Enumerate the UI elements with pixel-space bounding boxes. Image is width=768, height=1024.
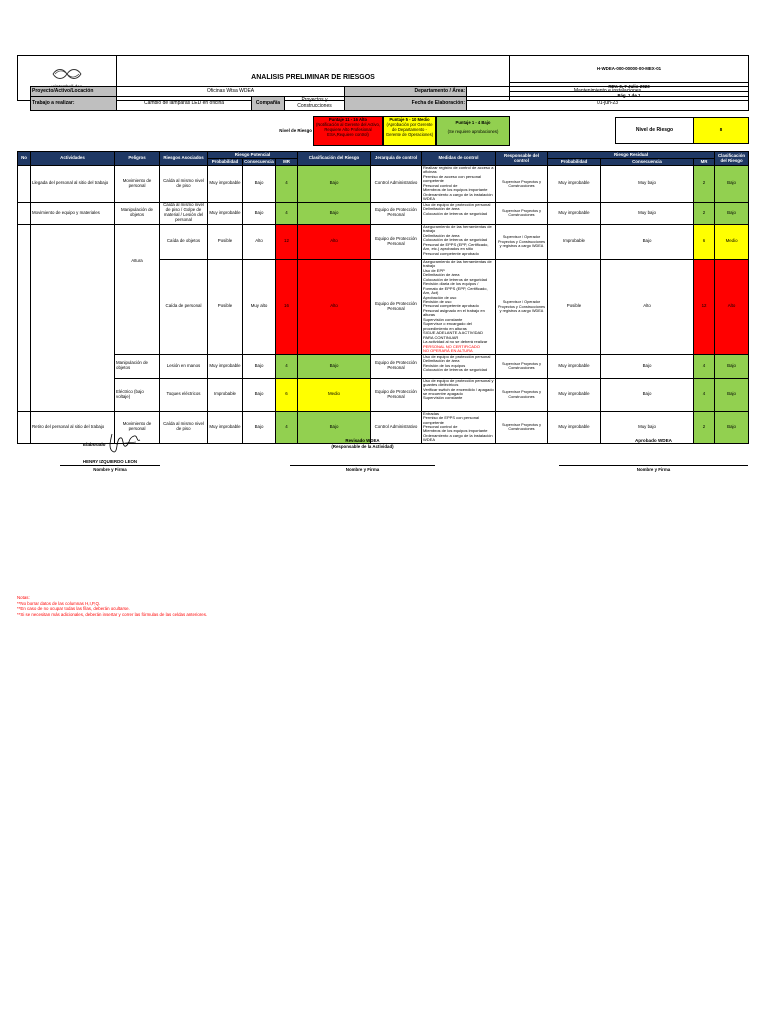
row-no [18,166,31,203]
consequence-cell: Bajo [243,202,276,224]
col-probabilidad-residual: Probabilidad [548,159,601,166]
table-row [18,354,749,378]
residual-classification-cell: Bajo [715,166,749,203]
hazard-cell: Manipulación de objetos [115,202,160,224]
col-medidas: Medidas de control [422,152,496,166]
control-hierarchy-cell: Control Administrativo [371,166,422,203]
control-hierarchy-cell: Control Administrativo [371,411,422,443]
notes-title: Notas: [17,595,30,600]
responsible-cell: Supervisor Proyectos y Construcciones [496,378,548,411]
residual-probability-cell: Improbable [548,224,601,259]
risk-cell: Lesión en manos [160,354,208,378]
hazard-cell: Altura [115,259,160,354]
residual-classification-cell: Alto [715,259,749,354]
risk-level-summary [615,117,749,144]
control-measures-text: Aseguramiento de las herramientas de trabajo Uso de EPP Delimitación de área Colocación de letreros de seguridad Revisión diaria de los equipos / Formato de EPPS (EPP, Certificado, Arn, Act) Aprobación de uso Revisión de uso Personal competente aprobado Personal asignado en el trabajo en alturas Supervisión constante Supervisor o encargado del procedimiento en alturas SIGUE ADELANTE A ACTIVIDAD PARA CONTINUAR La actividad al no se deberá realizar [423,259,492,345]
responsible-cell: Supervisor / Operador Proyectos y Construcciones y registros a cargo WDEA [496,259,548,354]
classification-cell: Bajo [298,166,371,203]
control-measures-text: Entradas Permiso de EPPS con personal competente Personal control de Miembros de los equipos importante Ordenamiento a cargo de la instalación WDEA [423,411,493,443]
legend-green-box [436,116,510,146]
date-label: Fecha de Elaboración: [345,97,467,111]
mr-cell: 6 [276,378,298,411]
risk-cell: Caída al mismo nivel de piso [160,166,208,203]
control-measures-text: Uso de equipo de protección personal Delimitación de área Colocación de letreros de seguridad [423,202,491,216]
residual-mr-cell: 4 [694,354,715,378]
hazard-cell: Manipulación de objetos [115,354,160,378]
dept-value: Mantenimiento e instalaciones [467,87,749,97]
row-no [18,411,31,443]
residual-consequence-cell: Bajo [601,354,694,378]
doc-revision: REV. 0, 7-Julio-2023 [510,83,749,92]
col-mr: MR [276,159,298,166]
probability-cell: Muy improbable [208,411,243,443]
hazard-cell [115,224,160,259]
classification-cell: Alto [298,224,371,259]
responsible-cell: Supervisor Proyectos y Construcciones [496,202,548,224]
control-hierarchy-cell: Equipo de Protección Personal [371,378,422,411]
hazard-cell: Movimiento de personal [115,411,160,443]
legend-red-text: (Notificación al Gerente del Activo, Requiere Alto Profesional ESA,Requiere control) [315,122,380,137]
risk-cell: Caída al mismo nivel de piso / Golpe de material / Lesión del personal [160,202,208,224]
dept-label: Departamento / Área: [345,87,467,97]
risk-cell: Toques eléctricos [160,378,208,411]
notes-line-2: **En caso de no ocupar todas las filas, deberán ocultarse. [17,606,130,612]
col-consecuencia-residual: Consecuencia [601,159,694,166]
consequence-cell: Bajo [243,411,276,443]
risk-level-value: 8 [694,118,749,144]
date-value: 01-jun-23 [467,97,749,111]
legend-yellow-text: (Aprobación por Gerente de Departamento - Gerente de Operaciones) [385,122,434,137]
hazard-cell: Eléctrico (bajo voltaje) [115,378,160,411]
activity-cell: Llegada del personal al sitio del trabajo [31,166,115,203]
revisado-sub: (Responsable de la Actividad) [331,444,394,449]
residual-classification-cell: Medio [715,224,749,259]
residual-consequence-cell: Muy bajo [601,166,694,203]
control-measures-cell [422,378,496,411]
residual-probability-cell: Muy improbable [548,411,601,443]
activity-cell: Movimiento de equipo y materiales [31,202,115,224]
legend-green-title: Puntaje 1 - 4 Bajo [455,120,491,125]
risk-level-label: Nivel de Riesgo [616,118,694,144]
consequence-cell: Alto [243,224,276,259]
notes-block [17,595,207,618]
legend-yellow-title: Puntaje 5 - 10 Medio [389,117,430,122]
probability-cell: Muy improbable [208,354,243,378]
col-riesgos: Riesgos Asociados [160,152,208,166]
residual-probability-cell: Posible [548,259,601,354]
notes-line-1: **No borrar datos de las columnas H,I,P,Q. [17,600,101,606]
doc-page: Pág. 1 de 1 [510,92,749,101]
probability-cell: Improbable [208,378,243,411]
aprobado-label: Aprobado WDEA [634,438,672,443]
col-responsable: Responsable del control [496,152,548,166]
control-measures-text: Realizar registro de control de acceso a oficinas Permiso de acceso con personal competente Personal control de Miembros de los equipos importante Ordenamiento a cargo de la instalación WDEA [423,165,494,202]
row-no [18,224,31,411]
residual-classification-cell: Bajo [715,354,749,378]
residual-classification-cell: Bajo [715,378,749,411]
classification-cell: Bajo [298,354,371,378]
doc-code: H-WDEA-000-00000-00-MEX-01 [510,56,749,83]
col-riesgo-potencial: Riesgo Potencial [208,152,298,159]
control-measures-cell [422,166,496,203]
elaborado-label: Elaborado [83,442,106,447]
work-value: Cambio de lamparas LED en oficina [117,97,252,111]
hazard-cell: Movimiento de personal [115,166,160,203]
work-label: Trabajo a realizar: [31,97,117,111]
info-table [30,86,749,111]
mr-cell: 4 [276,411,298,443]
residual-mr-cell: 12 [694,259,715,354]
consequence-cell: Muy alto [243,259,276,354]
residual-classification-cell: Bajo [715,202,749,224]
col-jerarquia: Jerarquía de control [371,152,422,166]
control-hierarchy-cell: Equipo de Protección Personal [371,202,422,224]
control-measures-text: Uso de equipo de protección personal y guantes dieléctricos Verificar switch de encendido / apagado se encuentre apagado Supervisión constante [423,378,494,401]
classification-cell: Bajo [298,202,371,224]
revisado-firma: Nombre y Firma [345,467,380,472]
control-measures-text: Uso de equipo de protección personal Delimitación de área Revisión de los equipos Colocación de letreros de seguridad [423,354,491,372]
residual-probability-cell: Muy improbable [548,166,601,203]
mr-cell: 12 [276,224,298,259]
company-value: Proyectos y Construcciones [285,97,345,111]
control-measures-cell [422,202,496,224]
responsible-cell: Supervisor Proyectos y Construcciones [496,166,548,203]
table-row [18,224,749,259]
responsible-cell: Supervisor Proyectos y Construcciones [496,411,548,443]
control-hierarchy-cell: Equipo de Protección Personal [371,224,422,259]
project-label: Proyecto/Activo/Locación [31,87,117,97]
control-measures-cell [422,224,496,259]
control-hierarchy-cell: Equipo de Protección Personal [371,354,422,378]
residual-consequence-cell: Muy bajo [601,411,694,443]
residual-mr-cell: 4 [694,378,715,411]
residual-mr-cell: 2 [694,166,715,203]
residual-mr-cell: 2 [694,411,715,443]
legend-level-label: Nivel de Riesgo [279,128,312,133]
activity-cell: Retiro del personal al sitio del trabajo [31,411,115,443]
residual-consequence-cell: Alto [601,259,694,354]
residual-consequence-cell: Bajo [601,378,694,411]
col-riesgo-residual: Riesgo Residual [548,152,715,159]
table-row [18,378,749,411]
mr-cell: 4 [276,354,298,378]
risk-cell: Caída de objetos [160,224,208,259]
mr-cell: 4 [276,166,298,203]
consequence-cell: Bajo [243,166,276,203]
control-measures-text: Aseguramiento de las herramientas de trabajo Delimitación de área Colocación de letreros de seguridad Personal de EPPS (EPP, Certificado, Arn, etc.) aprobados en sitio Personal competente aprobado [423,224,492,256]
residual-probability-cell: Muy improbable [548,354,601,378]
table-row [18,259,749,354]
col-actividades: Actividades [31,152,115,166]
control-measures-warning: PERSONAL NO CERTIFICADO NO OPERARÁ EN ALTURA [423,343,480,354]
mr-cell: 4 [276,202,298,224]
control-hierarchy-cell: Equipo de Protección Personal [371,259,422,354]
legend-red-box [313,116,383,146]
probability-cell: Posible [208,259,243,354]
col-clasificacion: Clasificación del Riesgo [298,152,371,166]
elaborado-firma: Nombre y Firma [93,467,127,472]
consequence-cell: Bajo [243,354,276,378]
col-mr-residual: MR [694,159,715,166]
control-measures-cell [422,354,496,378]
legend-yellow-box [383,116,436,146]
probability-cell: Muy improbable [208,202,243,224]
row-no [18,202,31,224]
wintershall-logo-icon [49,67,85,81]
signature-scribble [106,430,142,456]
responsible-cell: Supervisor Proyectos y Construcciones [496,354,548,378]
consequence-cell: Bajo [243,378,276,411]
risk-cell: Caída al mismo nivel de piso [160,411,208,443]
legend-green-text: (Se requiere aprobaciones) [447,129,499,134]
activity-cell [31,224,115,411]
elaborado-name: HENRY IZQUIERDO LEON [82,459,138,464]
classification-cell: Alto [298,259,371,354]
aprobado-firma: Nombre y Firma [636,467,671,472]
table-row [18,166,749,203]
residual-consequence-cell: Muy bajo [601,202,694,224]
residual-probability-cell: Muy improbable [548,378,601,411]
classification-cell: Bajo [298,411,371,443]
page-title: ANALISIS PRELIMINAR DE RIESGOS [117,56,510,101]
col-no: No [18,152,31,166]
mr-cell: 16 [276,259,298,354]
col-clasificacion-residual: Clasificación del Riesgo [715,152,749,166]
probability-cell: Posible [208,224,243,259]
responsible-cell: Supervisor / Operador Proyectos y Construcciones y registros a cargo WDEA [496,224,548,259]
residual-mr-cell: 2 [694,202,715,224]
col-consecuencia: Consecuencia [244,158,274,164]
residual-mr-cell: 6 [694,224,715,259]
residual-classification-cell: Bajo [715,411,749,443]
company-label: Compañía [252,97,285,111]
control-measures-cell [422,259,496,354]
notes-line-3: **Si se necesitan más adicionales, deberán insertar y correr las fórmulas de las celdas anteriores. [17,612,208,618]
col-probabilidad: Probabilidad [208,159,243,166]
residual-consequence-cell: Bajo [601,224,694,259]
revisado-label: Revisado WDEA [345,438,380,443]
project-value: Oficinas Wtsa WDEA [117,87,345,97]
legend-red-title: Puntaje 11 - 16 Alto [328,117,368,122]
residual-probability-cell: Muy improbable [548,202,601,224]
classification-cell: Medio [298,378,371,411]
table-row [18,202,749,224]
risk-analysis-table [17,151,749,444]
risk-cell: Caída de personal [160,259,208,354]
col-peligros: Peligros [115,152,160,166]
probability-cell: Muy improbable [208,166,243,203]
